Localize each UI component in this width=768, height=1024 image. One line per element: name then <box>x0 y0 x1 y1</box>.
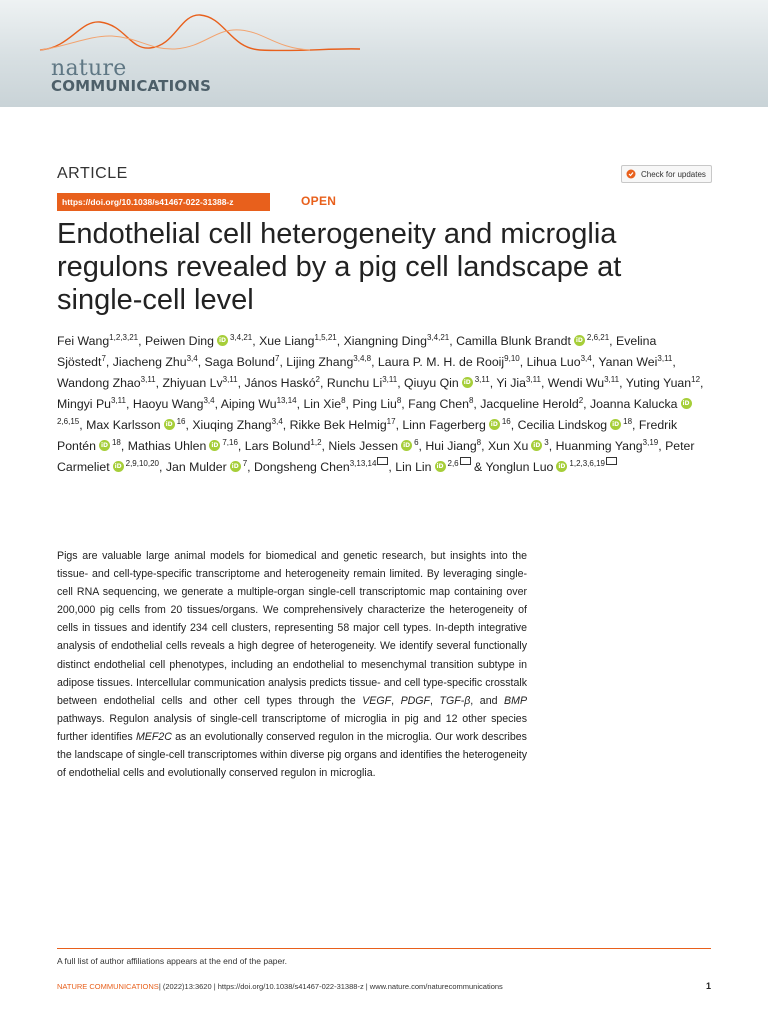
author-entry <box>192 418 282 432</box>
author-name[interactable]: Yanan Wei <box>598 355 658 369</box>
author-entry <box>86 418 185 432</box>
abstract-paragraph: Pigs are valuable large animal models for biomedical and genetic research, but insights into the tissue- and cell-type-specific transcriptome and heterogeneity remain limited. By leveraging single-cell RNA sequencing, we generate a multiple-organ single-cell transcriptomic map containing over 200,000 pig cells from 20 tissues/organs. We comprehensively characterize the heterogeneity of cells in tissues and identify 234 cell clusters, representing 58 major cell types. In-depth integrative analysis of endothelial cells reveals a high degree of heterogeneity. We identify several functionally distinct endothelial cell phenotypes, including an endothelial to mesenchymal transition subtype in adipose tissues. Intercellular communication analysis predicts tissue- and cell type-specific crosstalk between endothelial cells and other cell types through the VEGF, PDGF, TGF-β, and BMP pathways. Regulon analysis of single-cell transcriptome of microglia in pig and 12 other species further identifies MEF2C as an evolutionally conserved regulon in the microglia. Our work describes the landscape of single-cell transcriptomes within diverse pig organs and identifies the heterogeneity of endothelial cells and evolutionally conserved regulon in microglia. <box>57 550 528 780</box>
author-name[interactable]: Zhiyuan Lv <box>162 376 223 390</box>
author-entry <box>328 439 418 453</box>
author-entry <box>378 355 520 369</box>
author-entry <box>128 439 238 453</box>
author-name[interactable]: Jan Mulder <box>165 460 227 474</box>
orcid-icon[interactable]: iD <box>100 442 108 450</box>
author-affiliation-numbers: 1,5,21 <box>314 332 337 342</box>
author-list: Fei Wang$^{1,2,3,21}$, Peiwen Ding iD $^{3,4,21}$, Xue Liang$^{1,5,21}$, Xiangning Ding$^{3,4,21}$, Camilla Blunk Brandt iD $^{2,6,21}$, Evelina Sjöstedt$^7$, Jiacheng Zhu$^{3,4}$, Saga Bolund$^7$, Lijing Zhang$^{3,4,8}$, Laura P. M. H. de Rooij$^{9,10}$, Lihua Luo$^{3,4}$, Yanan Wei$^{3,11}$, Wandong Zhao$^{3,11}$, Zhiyuan Lv$^{3,11}$, János Haskó$^2$, Runchu Li$^{3,11}$, Qiuyu Qin iD $^{3,11}$, Yi Jia$^{3,11}$, Wendi Wu$^{3,11}$, Yuting Yuan$^{12}$, Mingyi Pu$^{3,11}$, Haoyu Wang$^{3,4}$, Aiping Wu$^{13,14}$, Lin Xie$^8$, Ping Liu$^8$, Fang Chen$^8$, Jacqueline Herold$^2$, Joanna Kalucka iD$^{2,6,15}$, Max Karlsson iD $^{16}$, Xiuqing Zhang$^{3,4}$, Rikke Bek Helmig$^{17}$, Linn Fagerberg iD $^{16}$, Cecilia Lindskog iD $^{18}$, Fredrik Pontén iD $^{18}$, Mathias Uhlen iD $^{7,16}$, Lars Bolund$^{1,2}$, Niels Jessen iD $^6$, Hui Jiang$^8$, Xun Xu iD $^3$, Huanming Yang$^{3,19}$, Peter Carmeliet iD $^{2,9,10,20}$, Jan Mulder iD $^7$, Dongsheng Chen$^{3,13,14}$ , Lin Lin iD $^{2,6}$ & Yonglun Luo iD $^{1,2,3,6,19}$ <box>57 332 704 474</box>
footer-divider <box>57 948 711 949</box>
author-affiliation-numbers: 7 <box>101 353 106 363</box>
logo-nature-text: nature <box>51 56 127 81</box>
author-entry <box>352 397 401 411</box>
author-affiliation-numbers: 12 <box>691 374 701 384</box>
author-entry <box>221 397 297 411</box>
author-entry <box>166 460 247 474</box>
author-name[interactable]: Lars Bolund <box>244 439 311 453</box>
author-entry: & Yonglun Luo iD $^{1,2,3,6,19}$ <box>474 460 617 474</box>
author-affiliation-numbers: 3,11 <box>474 374 490 384</box>
author-entry <box>408 397 473 411</box>
author-affiliation-numbers: 2,9,10,20 <box>125 458 159 468</box>
author-name[interactable]: Dongsheng Chen <box>253 460 350 474</box>
author-entry <box>259 334 337 348</box>
author-entry <box>327 376 397 390</box>
author-affiliation-numbers: 3,19 <box>642 437 659 447</box>
crossmark-icon <box>626 169 636 179</box>
author-entry <box>57 376 156 390</box>
author-affiliation-numbers: 3,11 <box>111 395 126 405</box>
author-affiliation-numbers: 3,4,21 <box>229 332 253 342</box>
logo-communications-text: COMMUNICATIONS <box>51 77 212 95</box>
author-affiliation-numbers: 3 <box>544 437 549 447</box>
author-affiliation-numbers: 3,4 <box>203 395 215 405</box>
author-entry <box>244 376 320 390</box>
author-entry <box>402 418 510 432</box>
author-affiliation-numbers: 2 <box>578 395 584 405</box>
author-entry <box>404 376 490 390</box>
author-entry <box>133 397 215 411</box>
author-entry <box>344 334 450 348</box>
author-affiliation-numbers: 18 <box>111 437 121 447</box>
author-entry <box>254 460 388 474</box>
author-name[interactable]: Lihua Luo <box>526 355 581 369</box>
author-name[interactable]: Linn Fagerberg <box>402 418 486 432</box>
author-name[interactable]: Rikke Bek Helmig <box>289 418 387 432</box>
journal-header-banner <box>0 0 768 107</box>
author-name[interactable]: Yuting Yuan <box>625 376 692 390</box>
footer-citation: | (2022)13:3620 | https://doi.org/10.1038/s41467-022-31388-z | www.nature.com/naturecommunications <box>158 982 503 991</box>
author-affiliation-numbers: 7,16 <box>222 437 238 447</box>
author-affiliation-numbers: 8 <box>476 437 482 447</box>
author-affiliation-numbers: 2,6,21 <box>586 332 610 342</box>
orcid-icon[interactable]: iD <box>218 337 226 345</box>
orcid-icon[interactable]: iD <box>558 463 566 471</box>
author-name[interactable]: Lijing Zhang <box>286 355 354 369</box>
author-affiliation-numbers: 3,4 <box>271 416 283 426</box>
author-name[interactable]: Camilla Blunk Brandt <box>456 334 571 348</box>
author-entry <box>162 376 237 390</box>
open-access-label: OPEN <box>301 194 337 208</box>
author-name[interactable]: Wandong Zhao <box>57 376 141 390</box>
author-name[interactable]: Wendi Wu <box>547 376 605 390</box>
author-affiliation-numbers: 16 <box>176 416 186 426</box>
author-affiliation-numbers: 7 <box>274 353 280 363</box>
author-entry <box>57 334 138 348</box>
author-affiliation-numbers: 8 <box>468 395 474 405</box>
orcid-icon[interactable]: iD <box>403 442 411 450</box>
author-affiliation-numbers: 1,2,3,21 <box>109 332 139 342</box>
author-affiliation-numbers: 7 <box>242 458 248 468</box>
author-name[interactable]: Peter Carmeliet <box>57 439 695 474</box>
author-affiliation-numbers: 3,11 <box>222 374 238 384</box>
author-affiliation-numbers: 2,6 <box>447 458 459 468</box>
author-affiliation-numbers: 13,14 <box>276 395 297 405</box>
email-icon[interactable] <box>606 457 617 465</box>
author-name[interactable]: Mathias Uhlen <box>127 439 207 453</box>
author-name[interactable]: János Haskó <box>244 376 316 390</box>
author-name[interactable]: Niels Jessen <box>328 439 399 453</box>
orcid-icon[interactable]: iD <box>682 400 690 408</box>
author-entry <box>488 439 549 453</box>
author-name[interactable]: Hui Jiang <box>425 439 477 453</box>
author-entry <box>205 355 280 369</box>
author-affiliation-numbers: 2,6,15 <box>57 416 80 426</box>
author-name[interactable]: Lin Lin <box>395 460 432 474</box>
author-entry <box>480 397 583 411</box>
author-affiliation-numbers: 3,11 <box>140 374 156 384</box>
author-name[interactable]: Xiangning Ding <box>343 334 427 348</box>
author-entry <box>527 355 592 369</box>
orcid-icon[interactable]: iD <box>575 337 583 345</box>
author-entry <box>145 334 252 348</box>
article-title: Endothelial cell heterogeneity and microglia regulons revealed by a pig cell landscape at single-cell level <box>57 218 622 316</box>
author-affiliation-numbers: 3,11 <box>657 353 673 363</box>
author-entry <box>518 418 632 432</box>
article-type-label: ARTICLE <box>57 165 128 182</box>
author-affiliation-numbers: 8 <box>341 395 346 405</box>
orcid-icon[interactable]: iD <box>463 379 471 387</box>
author-affiliation-numbers: 17 <box>386 416 396 426</box>
author-entry <box>496 376 541 390</box>
author-affiliation-numbers: 3,11 <box>382 374 398 384</box>
author-name[interactable]: Cecilia Lindskog <box>517 418 608 432</box>
orcid-icon[interactable]: iD <box>231 463 239 471</box>
orcid-icon[interactable]: iD <box>211 442 219 450</box>
doi-link[interactable]: https://doi.org/10.1038/s41467-022-31388-z <box>57 193 270 211</box>
author-name[interactable]: Runchu Li <box>326 376 383 390</box>
author-affiliation-numbers: 1,2,3,6,19 <box>569 458 605 468</box>
author-affiliation-numbers: 3,11 <box>525 374 541 384</box>
orcid-icon[interactable]: iD <box>165 421 173 429</box>
author-name[interactable]: Max Karlsson <box>86 418 161 432</box>
author-name[interactable]: Fang Chen <box>408 397 469 411</box>
author-entry <box>245 439 322 453</box>
author-affiliation-numbers: 6 <box>414 437 419 447</box>
author-affiliation-numbers: 1,2 <box>310 437 322 447</box>
orcid-icon[interactable]: iD <box>533 442 541 450</box>
author-name[interactable]: Evelina Sjöstedt <box>57 334 657 369</box>
author-name[interactable]: Laura P. M. H. de Rooij <box>377 355 505 369</box>
author-affiliation-numbers: 18 <box>623 416 633 426</box>
email-icon[interactable] <box>460 457 471 465</box>
author-name[interactable]: Saga Bolund <box>204 355 275 369</box>
author-name[interactable]: Jiacheng Zhu <box>112 355 187 369</box>
author-name[interactable]: Joanna Kalucka <box>589 397 678 411</box>
author-name[interactable]: Yonglun Luo <box>485 460 554 474</box>
author-name[interactable]: Jacqueline Herold <box>480 397 579 411</box>
author-affiliation-numbers: 16 <box>501 416 511 426</box>
author-entry <box>425 439 481 453</box>
author-affiliation-numbers: 3,4,8 <box>353 353 372 363</box>
author-affiliation-numbers: 3,4 <box>580 353 592 363</box>
author-entry <box>626 376 700 390</box>
author-name[interactable]: Aiping Wu <box>220 397 277 411</box>
author-name[interactable]: Mingyi Pu <box>57 397 111 411</box>
author-affiliation-numbers: 3,4 <box>186 353 198 363</box>
orcid-icon[interactable]: iD <box>436 463 444 471</box>
author-name[interactable]: Xiuqing Zhang <box>192 418 272 432</box>
author-affiliation-numbers: 3,13,14 <box>349 458 377 468</box>
author-name[interactable]: Peiwen Ding <box>144 334 214 348</box>
author-affiliation-numbers: 3,4,21 <box>426 332 450 342</box>
author-entry <box>290 418 396 432</box>
author-affiliation-numbers: 2 <box>315 374 320 384</box>
author-entry <box>113 355 198 369</box>
check-updates-label: Check for updates <box>641 169 706 179</box>
page-footer <box>57 982 503 991</box>
author-name[interactable]: Haoyu Wang <box>132 397 204 411</box>
author-entry <box>286 355 371 369</box>
author-name[interactable]: Lin Xie <box>303 397 342 411</box>
author-name[interactable]: Qiuyu Qin <box>404 376 459 390</box>
footer-journal-name: NATURE COMMUNICATIONS <box>57 982 159 991</box>
author-entry <box>548 376 619 390</box>
author-name[interactable]: Xue Liang <box>259 334 315 348</box>
author-entry <box>556 439 659 453</box>
orcid-icon[interactable]: iD <box>612 421 620 429</box>
page-number: 1 <box>706 981 712 991</box>
author-entry <box>456 334 609 348</box>
orcid-icon[interactable]: iD <box>490 421 498 429</box>
author-name[interactable]: Huanming Yang <box>555 439 643 453</box>
author-affiliation-numbers: 8 <box>396 395 402 405</box>
check-for-updates-button[interactable] <box>621 165 712 183</box>
orcid-icon[interactable]: iD <box>114 463 122 471</box>
author-entry <box>303 397 345 411</box>
author-entry <box>598 355 672 369</box>
author-name[interactable]: Fredrik Pontén <box>57 418 678 453</box>
author-name[interactable]: Yi Jia <box>496 376 526 390</box>
author-entry <box>395 460 470 474</box>
email-icon[interactable] <box>377 457 388 465</box>
author-affiliation-numbers: 3,11 <box>604 374 620 384</box>
author-entry <box>57 397 126 411</box>
author-name[interactable]: Xun Xu <box>487 439 529 453</box>
author-name[interactable]: Ping Liu <box>352 397 397 411</box>
author-affiliation-numbers: 9,10 <box>504 353 520 363</box>
affiliations-note: A full list of author affiliations appears at the end of the paper. <box>57 956 287 966</box>
author-name[interactable]: Fei Wang <box>57 334 110 348</box>
